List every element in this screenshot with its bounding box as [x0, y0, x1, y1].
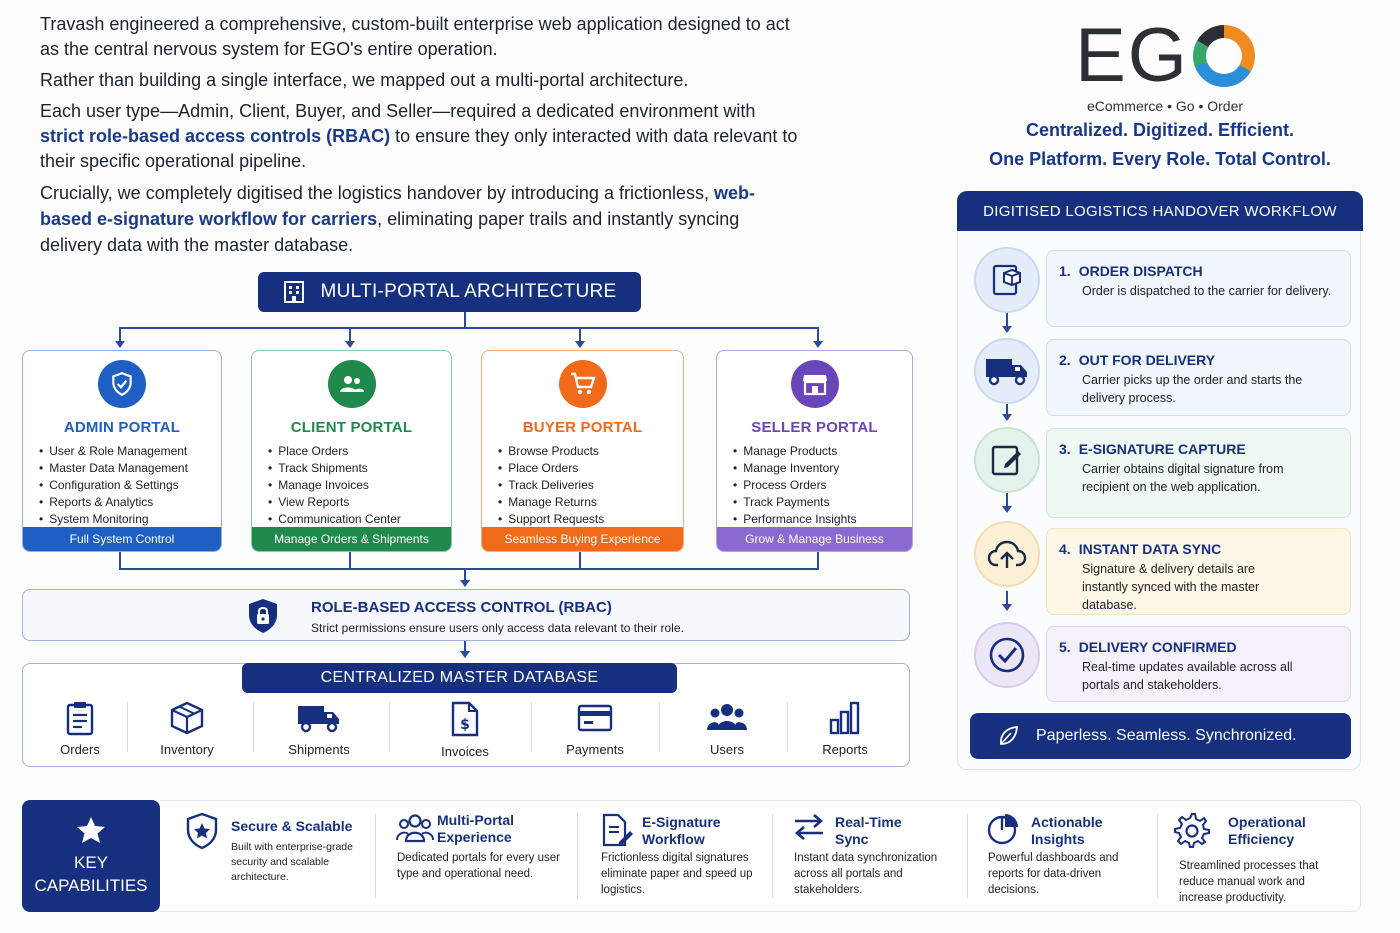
- admin-portal-list: [39, 443, 221, 528]
- db-item-label: Shipments: [288, 742, 350, 757]
- list-item: • Track Shipments: [268, 460, 451, 477]
- capability-description: Powerful dashboards and reports for data-driven decisions.: [988, 852, 1119, 896]
- divider: [659, 702, 660, 752]
- intro-text-span: Each user type—Admin, Client, Buyer, and Seller—required a dedicated environment with: [40, 101, 756, 121]
- intro-paragraph-3: [40, 99, 800, 174]
- capability-description: Built with enterprise-grade security and scalable architecture.: [231, 841, 353, 883]
- connector-line: [349, 327, 351, 341]
- step-2-description: Carrier picks up the order and starts the delivery process.: [1082, 373, 1303, 405]
- step-4-description: Signature & delivery details are instantly synced with the master database.: [1082, 562, 1260, 612]
- list-item: • User & Role Management: [39, 443, 221, 460]
- connector-line: [119, 327, 819, 329]
- document-pen-icon: [600, 812, 634, 848]
- list-item: • Reports & Analytics: [39, 494, 221, 511]
- admin-portal-footer: Full System Control: [23, 527, 221, 551]
- step-4-circle: [974, 521, 1040, 587]
- key-capabilities-text: [22, 851, 160, 897]
- master-database-box: [22, 663, 910, 767]
- intro-text-span: Crucially, we completely digitised the logistics handover by introducing a frictionless,: [40, 183, 714, 203]
- step-3-title: [1059, 441, 1338, 457]
- step-3-description: Carrier obtains digital signature from recipient on the web application.: [1082, 462, 1284, 494]
- arrow-down-icon: [813, 341, 823, 348]
- gear-icon: [1174, 812, 1210, 848]
- connector-line: [464, 312, 466, 328]
- seller-portal-footer: Grow & Manage Business: [717, 527, 912, 551]
- step-3-circle: [974, 427, 1040, 493]
- esignature-highlight: web-based e-signature workflow for carriers: [40, 183, 755, 229]
- rbac-highlight: strict role-based access controls (RBAC): [40, 126, 391, 146]
- capability-description: Frictionless digital signatures eliminate paper and speed up logistics.: [601, 852, 753, 896]
- tablet-box-icon: [989, 262, 1025, 298]
- key-label-line-2: CAPABILITIES: [34, 876, 148, 895]
- delivery-truck-icon: [296, 700, 342, 736]
- shopping-cart-icon: [559, 360, 607, 408]
- step-title-text: E-SIGNATURE CAPTURE: [1078, 441, 1246, 457]
- list-item: • Browse Products: [498, 443, 683, 460]
- building-icon: [282, 280, 306, 304]
- rbac-description: Strict permissions ensure users only access data relevant to their role.: [311, 621, 684, 635]
- capability-title: Real-Time Sync: [835, 814, 902, 847]
- divider: [787, 702, 788, 752]
- db-item-label: Inventory: [160, 742, 214, 757]
- connector-line: [119, 552, 121, 569]
- step-1-description: Order is dispatched to the carrier for delivery.: [1082, 284, 1332, 298]
- capability-title: Secure & Scalable: [231, 818, 353, 834]
- capability-description: Dedicated portals for every user type and operational need.: [397, 852, 560, 880]
- divider: [375, 814, 376, 898]
- list-item: • Support Requests: [498, 511, 683, 528]
- divider: [127, 702, 128, 752]
- connector-line: [817, 327, 819, 341]
- arrow-down-icon: [1002, 604, 1012, 611]
- buyer-portal-footer: Seamless Buying Experience: [482, 527, 683, 551]
- list-item: • Track Deliveries: [498, 477, 683, 494]
- divider: [1157, 814, 1158, 898]
- divider: [389, 702, 390, 752]
- intro-text: [40, 12, 800, 264]
- rbac-box: [22, 589, 910, 641]
- db-item-inventory: [147, 700, 227, 757]
- cloud-upload-icon: [987, 537, 1027, 571]
- list-item: • Place Orders: [268, 443, 451, 460]
- step-number: 1.: [1059, 263, 1071, 279]
- step-5-circle: [974, 622, 1040, 688]
- db-item-invoices: [423, 700, 507, 759]
- db-item-label: Invoices: [441, 744, 489, 759]
- intro-text-span: , eliminating paper trails and instantly syncing delivery data with the master database.: [40, 209, 740, 255]
- buyer-portal-list: [498, 443, 683, 528]
- leaf-icon: [996, 724, 1020, 748]
- list-item: • Place Orders: [498, 460, 683, 477]
- storefront-icon: [791, 360, 839, 408]
- lock-shield-icon: [245, 597, 281, 635]
- step-number: 2.: [1059, 352, 1071, 368]
- step-title-text: INSTANT DATA SYNC: [1078, 541, 1222, 557]
- key-capabilities-label: [22, 800, 160, 912]
- connector-line: [817, 552, 819, 569]
- step-number: 4.: [1059, 541, 1071, 557]
- check-circle-icon: [987, 635, 1027, 675]
- db-item-reports: [805, 700, 885, 757]
- arrow-down-icon: [1002, 326, 1012, 333]
- step-5-card: [1046, 626, 1351, 702]
- divider: [967, 814, 968, 898]
- sync-arrows-icon: [793, 812, 825, 842]
- list-item: • View Reports: [268, 494, 451, 511]
- clipboard-icon: [63, 700, 97, 736]
- step-4-title: [1059, 541, 1338, 557]
- key-label-line-1: KEY: [73, 853, 109, 872]
- workflow-footer: [970, 713, 1351, 759]
- connector-line: [119, 568, 819, 570]
- list-item: • Manage Returns: [498, 494, 683, 511]
- credit-card-icon: [576, 702, 614, 736]
- db-item-shipments: [277, 700, 361, 757]
- invoice-document-icon: [448, 700, 482, 738]
- list-item: • Manage Inventory: [733, 460, 912, 477]
- db-item-payments: [553, 702, 637, 757]
- tablet-pen-icon: [989, 442, 1025, 478]
- intro-paragraph-4: [40, 180, 800, 258]
- logo-letters: EG: [1075, 13, 1189, 98]
- tagline: [960, 116, 1360, 174]
- arrow-down-icon: [460, 580, 470, 587]
- tagline-line-1: Centralized. Digitized. Efficient.: [1025, 120, 1295, 140]
- pie-chart-icon: [986, 812, 1020, 846]
- list-item: • Communication Center: [268, 511, 451, 528]
- delivery-truck-icon: [984, 354, 1030, 388]
- arrow-down-icon: [460, 651, 470, 658]
- list-item: • System Monitoring: [39, 511, 221, 528]
- capability-description: Instant data synchronization across all portals and stakeholders.: [794, 852, 938, 896]
- step-title-text: DELIVERY CONFIRMED: [1078, 639, 1237, 655]
- star-icon: [76, 816, 106, 844]
- intro-paragraph-1: Travash engineered a comprehensive, custom-built enterprise web application designed to act as the central nervous system for EGO's entire operation.: [40, 14, 790, 59]
- arrow-down-icon: [345, 341, 355, 348]
- capability-title: E-Signature Workflow: [642, 814, 721, 847]
- db-item-users: [687, 700, 767, 757]
- list-item: • Performance Insights: [733, 511, 912, 528]
- admin-portal-card: [22, 350, 222, 552]
- bar-chart-icon: [827, 700, 863, 736]
- client-portal-footer: Manage Orders & Shipments: [252, 527, 451, 551]
- step-connector: [1006, 591, 1008, 605]
- rbac-title: ROLE-BASED ACCESS CONTROL (RBAC): [311, 599, 612, 616]
- user-group-outline-icon: [396, 812, 434, 844]
- client-portal-card: [251, 350, 452, 552]
- step-1-circle: [974, 247, 1040, 313]
- users-group-icon: [706, 700, 748, 736]
- client-portal-list: [268, 443, 451, 528]
- step-number: 3.: [1059, 441, 1071, 457]
- intro-text-span: to ensure they only interacted with data relevant to their specific operational pipeline.: [40, 126, 798, 171]
- seller-portal-card: [716, 350, 913, 552]
- buyer-portal-title: BUYER PORTAL: [522, 419, 643, 436]
- step-2-title: [1059, 352, 1338, 368]
- package-box-icon: [168, 700, 206, 736]
- logo-wordmark: [1040, 13, 1290, 98]
- svg-text:$: $: [460, 717, 470, 733]
- list-item: • Manage Products: [733, 443, 912, 460]
- arrow-down-icon: [1002, 414, 1012, 421]
- client-portal-title: CLIENT PORTAL: [290, 419, 413, 436]
- connector-line: [349, 552, 351, 569]
- step-title-text: ORDER DISPATCH: [1078, 263, 1203, 279]
- ego-logo: [1040, 13, 1290, 114]
- step-number: 5.: [1059, 639, 1071, 655]
- logo-subtitle: eCommerce • Go • Order: [1086, 98, 1244, 114]
- client-users-icon: [328, 360, 376, 408]
- database-header: CENTRALIZED MASTER DATABASE: [242, 663, 677, 693]
- admin-portal-title: ADMIN PORTAL: [63, 419, 181, 436]
- step-2-circle: [974, 338, 1040, 404]
- step-5-description: Real-time updates available across all portals and stakeholders.: [1082, 660, 1293, 692]
- workflow-header: DIGITISED LOGISTICS HANDOVER WORKFLOW: [957, 191, 1363, 231]
- list-item: • Configuration & Settings: [39, 477, 221, 494]
- db-item-label: Users: [710, 742, 744, 757]
- step-connector: [1006, 493, 1008, 507]
- list-item: • Process Orders: [733, 477, 912, 494]
- seller-portal-list: [733, 443, 912, 528]
- logo-o-ring-icon: [1193, 25, 1255, 87]
- tagline-line-2: One Platform. Every Role. Total Control.: [989, 149, 1331, 169]
- seller-portal-title: SELLER PORTAL: [751, 419, 878, 436]
- divider: [577, 814, 578, 898]
- workflow-panel: [957, 191, 1361, 770]
- step-title-text: OUT FOR DELIVERY: [1078, 352, 1216, 368]
- list-item: • Master Data Management: [39, 460, 221, 477]
- step-1-title: [1059, 263, 1338, 279]
- capability-title: Actionable Insights: [1031, 814, 1103, 847]
- arrow-down-icon: [115, 341, 125, 348]
- db-item-label: Orders: [60, 742, 100, 757]
- step-1-card: [1046, 250, 1351, 327]
- shield-star-icon: [184, 812, 220, 850]
- step-5-title: [1059, 639, 1338, 655]
- architecture-header: [258, 272, 641, 312]
- db-item-orders: [45, 700, 115, 757]
- capability-title: Multi-Portal Experience: [437, 812, 514, 845]
- connector-line: [579, 552, 581, 569]
- list-item: • Manage Invoices: [268, 477, 451, 494]
- step-2-card: [1046, 339, 1351, 416]
- divider: [531, 702, 532, 752]
- divider: [772, 814, 773, 898]
- admin-shield-icon: [98, 360, 146, 408]
- list-item: • Track Payments: [733, 494, 912, 511]
- architecture-title: MULTI-PORTAL ARCHITECTURE: [320, 281, 617, 302]
- capability-title: Operational Efficiency: [1228, 814, 1306, 847]
- db-item-label: Payments: [566, 742, 624, 757]
- connector-line: [579, 327, 581, 341]
- divider: [253, 702, 254, 752]
- connector-line: [464, 568, 466, 580]
- db-item-label: Reports: [822, 742, 868, 757]
- arrow-down-icon: [575, 341, 585, 348]
- capability-description: Streamlined processes that reduce manual work and increase productivity.: [1179, 860, 1319, 904]
- step-4-card: [1046, 528, 1351, 615]
- buyer-portal-card: [481, 350, 684, 552]
- workflow-footer-text: Paperless. Seamless. Synchronized.: [1036, 727, 1297, 744]
- connector-line: [119, 327, 121, 341]
- step-3-card: [1046, 428, 1351, 518]
- intro-paragraph-2: Rather than building a single interface, we mapped out a multi-portal architecture.: [40, 70, 689, 90]
- connector-line: [464, 641, 466, 651]
- arrow-down-icon: [1002, 506, 1012, 513]
- step-connector: [1006, 313, 1008, 327]
